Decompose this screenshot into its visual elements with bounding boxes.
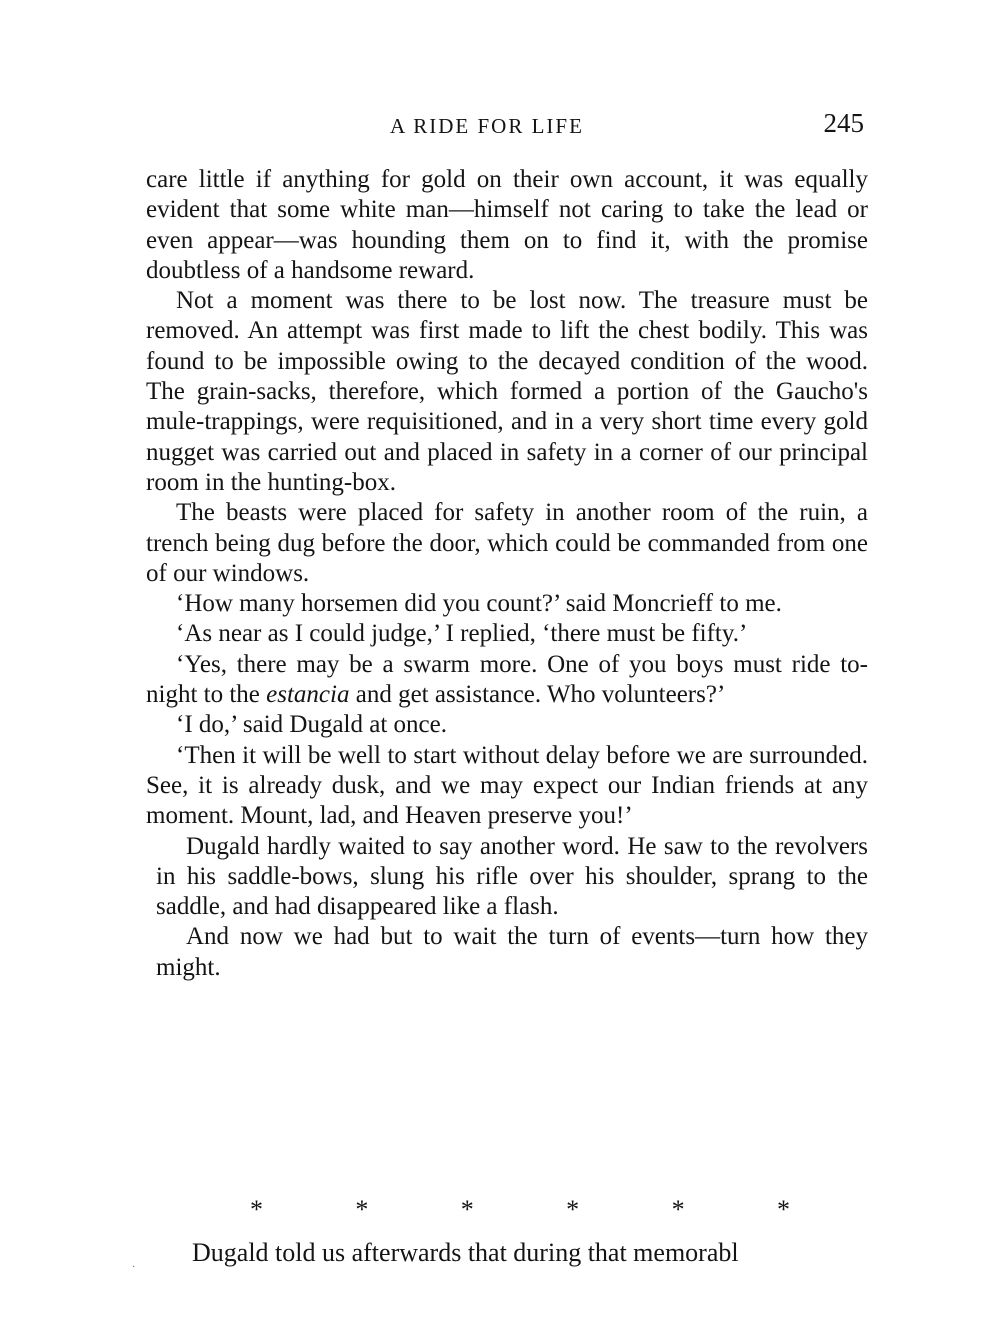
section-break: [250, 1195, 790, 1225]
volunteers-text-before: ‘Yes, there may be a swarm more. One of you boys must ride to-night to the: [146, 650, 868, 709]
margin-mark: ·: [132, 1262, 136, 1273]
asterisk: *: [460, 1195, 474, 1224]
paragraph-start-without-delay: ‘Then it will be well to start without delay before we are surrounded. See, it is already dusk, and we may expect our Indian friends at any moment. Mount, lad, and Heaven preserve you!’: [146, 741, 868, 830]
body-text: [146, 165, 868, 983]
running-head: [140, 108, 870, 142]
asterisk: *: [776, 1195, 790, 1224]
volunteers-text-after: and get assistance. Who volunteers?’: [349, 681, 726, 709]
paragraph-treasure: Not a moment was there to be lost now. The treasure must be removed. An attempt was first made to lift the chest bodily. This was found to be impossible owing to the decayed condition of the wood. The grain-sacks, therefore, which formed a portion of the Gaucho's mule-trappings, were requisitioned, and in a very short time every gold nugget was carried out and placed in safety in a corner of our principal room in the hunting-box.: [146, 287, 868, 496]
asterisk: *: [566, 1195, 580, 1224]
page-number: 245: [823, 108, 864, 138]
paragraph-horsemen-reply: ‘As near as I could judge,’ I replied, ‘there must be fifty.’: [176, 620, 748, 648]
paragraph-beasts: The beasts were placed for safety in another room of the ruin, a trench being dug before the door, which could be commanded from one of our windows.: [146, 499, 868, 587]
asterisk: *: [671, 1195, 685, 1224]
paragraph-wait-events: And now we had but to wait the turn of events—turn how they might.: [156, 923, 868, 981]
asterisk: *: [250, 1195, 263, 1224]
italic-estancia: estancia: [266, 681, 350, 709]
last-line: Dugald told us afterwards that during that memorabl: [192, 1238, 739, 1267]
paragraph-dugald-departs: Dugald hardly waited to say another word. He saw to the revolvers in his saddle-bows, slung his rifle over his shoulder, sprang to the saddle, and had disappeared like a flash.: [156, 832, 868, 921]
paragraph-continued: care little if anything for gold on their own account, it was equally evident that some white man—himself not caring to take the lead or even appear—was hounding them on to find it, with the promise doubtless of a handsome reward.: [146, 166, 868, 284]
asterisk: *: [355, 1195, 369, 1224]
paragraph-horsemen-question: ‘How many horsemen did you count?’ said Moncrieff to me.: [176, 590, 782, 618]
running-title: A RIDE FOR LIFE: [390, 114, 584, 138]
paragraph-dugald-volunteers: ‘I do,’ said Dugald at once.: [176, 711, 447, 739]
paragraph-volunteers: [146, 650, 868, 711]
